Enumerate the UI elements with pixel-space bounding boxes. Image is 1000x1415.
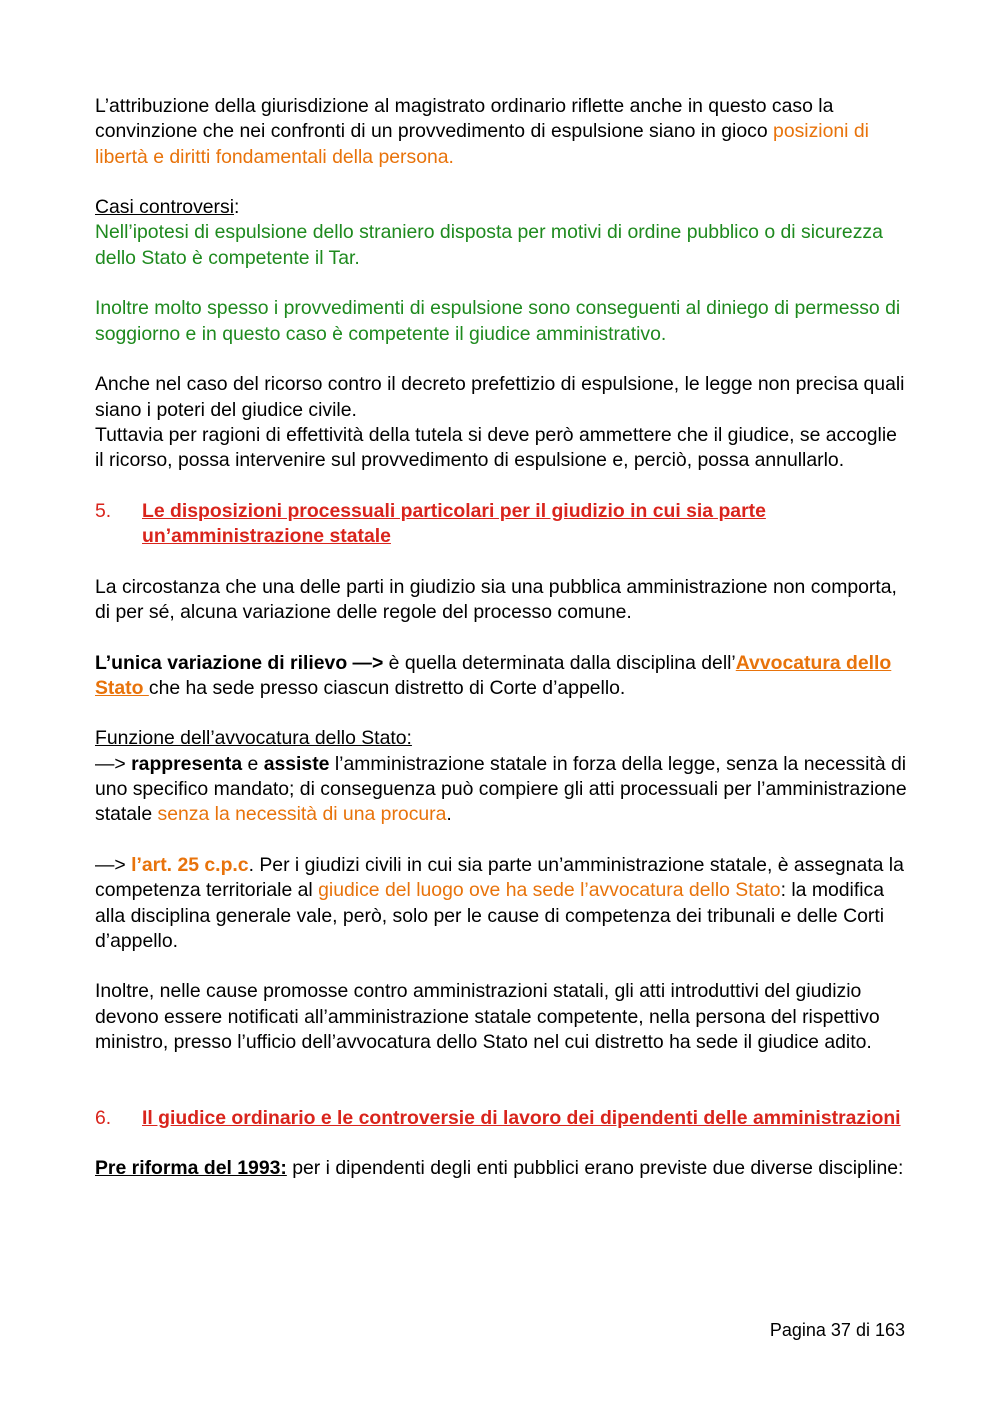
section-heading-6 [95,1106,907,1131]
document-body [95,94,907,1182]
paragraph-decreto: Anche nel caso del ricorso contro il decreto prefettizio di espulsione, le legge non precisa quali siano i poteri del giudice civile. [95,373,905,421]
section-title: Le disposizioni processuali particolari per il giudizio in cui sia parte un’amministrazione statale [142,499,766,548]
paragraph-jurisdiction: L’attribuzione della giurisdizione al magistrato ordinario riflette anche in questo caso la convinzione che nei confronti di un provvedimento di espulsione siano in gioco posizioni di libertà e diritti fondamentali della persona. [95,95,869,168]
highlight-orange: posizioni di libertà e diritti fondamentali della persona. [95,120,869,168]
paragraph-variazione: L’unica variazione di rilievo —> è quella determinata dalla disciplina dell’Avvocatura dello Stato che ha sede presso ciascun distretto di Corte d’appello. [95,651,892,699]
paragraph-art25: —> l’art. 25 c.p.c. Per i giudizi civili in cui sia parte un’amministrazione statale, è assegnata la competenza territoriale al giudice del luogo ove ha sede l’avvocatura dello Stato: la modifica alla disciplina generale vale, però, solo per le cause di competenza dei tribunali e delle Corti d’appello. [95,853,904,952]
casi-controversi-label: Casi controversi: [95,196,240,219]
paragraph-pre-riforma: Pre riforma del 1993: per i dipendenti degli enti pubblici erano previste due diverse discipline: [95,1157,904,1180]
funzione-label: Funzione dell’avvocatura dello Stato: [95,727,412,750]
avvocatura-link[interactable]: Avvocatura dello Stato [95,651,892,699]
green-paragraph-1: Nell’ipotesi di espulsione dello straniero disposta per motivi di ordine pubblico o di sicurezza dello Stato è competente il Tar. [95,221,883,269]
paragraph-funzione: —> rappresenta e assiste l’amministrazione statale in forza della legge, senza la necessità di uno specifico mandato; di conseguenza può compiere gli atti processuali per l’amministrazione statale senza la necessità di una procura. [95,752,907,826]
paragraph-tutela: Tuttavia per ragioni di effettività della tutela si deve però ammettere che il giudice, se accoglie il ricorso, possa intervenire sul provvedimento di espulsione e, perciò, possa annullarlo. [95,423,897,472]
section-heading-5 [95,499,907,550]
section-number: 6. [95,1106,112,1129]
section-number: 5. [95,499,112,522]
paragraph-notifiche: Inoltre, nelle cause promosse contro amministrazioni statali, gli atti introduttivi del giudizio devono essere notificati all’amministrazione statale competente, nella persona del rispettivo ministro, presso l’ufficio dell’avvocatura dello Stato nel cui distretto ha sede il giudice adito. [95,980,880,1053]
paragraph-circostanza: La circostanza che una delle parti in giudizio sia una pubblica amministrazione non comporta, di per sé, alcuna variazione delle regole del processo comune. [95,575,897,623]
page-number: Pagina 37 di 163 [769,1320,905,1340]
green-paragraph-2: Inoltre molto spesso i provvedimenti di espulsione sono conseguenti al diniego di permesso di soggiorno e in questo caso è competente il giudice amministrativo. [95,297,901,345]
section-title: Il giudice ordinario e le controversie di lavoro dei dipendenti delle amministrazioni [142,1106,901,1129]
